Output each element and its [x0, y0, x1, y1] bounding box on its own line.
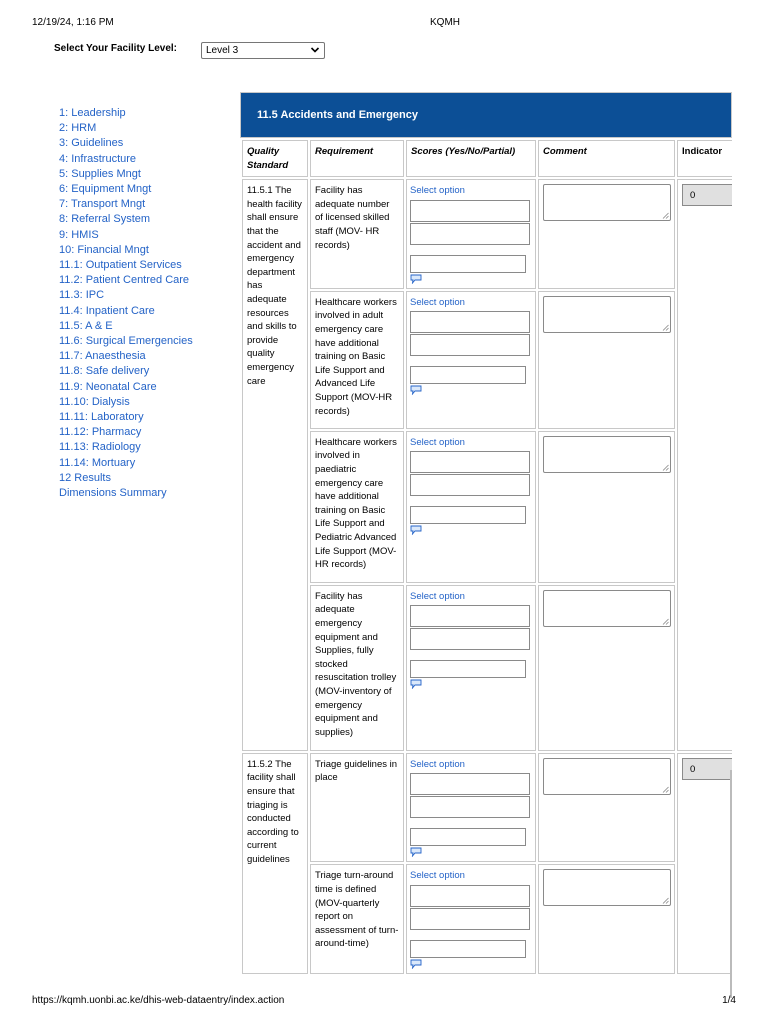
- column-header-scores: Scores (Yes/No/Partial): [406, 140, 536, 177]
- score-cell: [406, 753, 536, 863]
- print-url: https://kqmh.uonbi.ac.ke/dhis-web-dataentry/index.action: [32, 995, 285, 1006]
- score-field-yes[interactable]: [410, 311, 530, 333]
- comment-cell: [538, 753, 675, 863]
- score-cell: [406, 585, 536, 751]
- sidebar-item[interactable]: 11.1: Outpatient Services: [59, 259, 182, 272]
- assessment-table: [240, 138, 732, 976]
- column-header-quality: Quality Standard: [242, 140, 308, 177]
- score-select[interactable]: Select option: [410, 870, 465, 882]
- comment-textarea[interactable]: [543, 296, 671, 333]
- sidebar-item[interactable]: 12 Results: [59, 471, 111, 484]
- resize-grip-icon[interactable]: [662, 324, 669, 331]
- sidebar-item[interactable]: Dimensions Summary: [59, 487, 167, 500]
- score-select[interactable]: Select option: [410, 590, 465, 602]
- comment-textarea[interactable]: [543, 590, 671, 627]
- resize-grip-icon[interactable]: [662, 897, 669, 904]
- sidebar-item[interactable]: 11.13: Radiology: [59, 441, 141, 454]
- score-cell: [406, 179, 536, 289]
- sidebar-item[interactable]: 4: Infrastructure: [59, 152, 137, 165]
- indicator-cell: [677, 753, 732, 974]
- sidebar-item[interactable]: 11.12: Pharmacy: [59, 426, 142, 439]
- sidebar-item[interactable]: 11.11: Laboratory: [59, 411, 144, 424]
- score-field-yes[interactable]: [410, 451, 530, 473]
- requirement-cell: Triage guidelines in place: [310, 753, 404, 863]
- comment-bubble-icon[interactable]: [410, 679, 422, 689]
- section-title: 11.5 Accidents and Emergency: [240, 92, 732, 138]
- score-field-partial[interactable]: [410, 223, 530, 245]
- table-row: [242, 179, 732, 289]
- sidebar-item[interactable]: 11.5: A & E: [59, 319, 113, 332]
- score-input[interactable]: [410, 366, 526, 384]
- scrollbar[interactable]: [730, 770, 732, 998]
- comment-cell: [538, 179, 675, 289]
- score-field-yes[interactable]: [410, 200, 530, 222]
- sidebar-item[interactable]: 10: Financial Mngt: [59, 243, 149, 256]
- table-row: [242, 291, 732, 429]
- comment-cell: [538, 431, 675, 583]
- sidebar-item[interactable]: 11.4: Inpatient Care: [59, 304, 155, 317]
- score-input[interactable]: [410, 506, 526, 524]
- quality-standard-cell: 11.5.2 The facility shall ensure that triaging is conducted according to current guidelines: [242, 753, 308, 974]
- indicator-value: 0: [682, 184, 732, 206]
- score-cell: [406, 431, 536, 583]
- score-select[interactable]: Select option: [410, 758, 465, 770]
- table-row: [242, 864, 732, 974]
- score-select[interactable]: Select option: [410, 185, 465, 197]
- sidebar-item[interactable]: 9: HMIS: [59, 228, 99, 241]
- resize-grip-icon[interactable]: [662, 618, 669, 625]
- chevron-down-icon: [310, 45, 320, 55]
- comment-textarea[interactable]: [543, 184, 671, 221]
- score-input[interactable]: [410, 828, 526, 846]
- column-header-requirement: Requirement: [310, 140, 404, 177]
- score-field-partial[interactable]: [410, 628, 530, 650]
- requirement-cell: Healthcare workers involved in adult emergency care have additional training on Basic Life Support and Advanced Life Support (MOV-HR records): [310, 291, 404, 429]
- score-cell: [406, 291, 536, 429]
- comment-bubble-icon[interactable]: [410, 847, 422, 857]
- comment-textarea[interactable]: [543, 869, 671, 906]
- facility-level-label: Select Your Facility Level:: [54, 43, 178, 54]
- score-input[interactable]: [410, 660, 526, 678]
- print-footer: [32, 995, 736, 1009]
- sidebar-item[interactable]: 11.3: IPC: [59, 289, 105, 302]
- facility-level-value: Level 3: [206, 45, 239, 56]
- sidebar-item[interactable]: 11.14: Mortuary: [59, 456, 136, 469]
- requirement-cell: Healthcare workers involved in paediatric emergency care have additional training on Basic Life Support and Pediatric Advanced Life Support (MOV-HR records): [310, 431, 404, 583]
- resize-grip-icon[interactable]: [662, 786, 669, 793]
- sidebar-item[interactable]: 1: Leadership: [59, 107, 126, 119]
- score-field-yes[interactable]: [410, 885, 530, 907]
- score-field-yes[interactable]: [410, 605, 530, 627]
- comment-cell: [538, 291, 675, 429]
- column-header-indicator: Indicator: [677, 140, 732, 177]
- table-row: [242, 431, 732, 583]
- comment-bubble-icon[interactable]: [410, 385, 422, 395]
- comment-cell: [538, 864, 675, 974]
- sidebar-nav: [59, 106, 229, 501]
- print-page-number: 1/4: [722, 995, 736, 1006]
- sidebar-item[interactable]: 7: Transport Mngt: [59, 198, 146, 211]
- print-header: [32, 17, 736, 31]
- sidebar-item[interactable]: 5: Supplies Mngt: [59, 167, 141, 180]
- requirement-cell: Facility has adequate emergency equipment and Supplies, fully stocked resuscitation trolley (MOV-inventory of emergency equipment and supplies): [310, 585, 404, 751]
- sidebar-item[interactable]: 11.7: Anaesthesia: [59, 350, 146, 363]
- score-select[interactable]: Select option: [410, 296, 465, 308]
- sidebar-item[interactable]: 3: Guidelines: [59, 137, 124, 150]
- data-entry-form: [240, 138, 732, 998]
- print-title: KQMH: [430, 17, 460, 28]
- comment-textarea[interactable]: [543, 436, 671, 473]
- facility-level-select[interactable]: [201, 42, 325, 59]
- table-row: [242, 753, 732, 863]
- requirement-cell: Facility has adequate number of licensed skilled staff (MOV- HR records): [310, 179, 404, 289]
- resize-grip-icon[interactable]: [662, 464, 669, 471]
- requirement-cell: Triage turn-around time is defined (MOV-quarterly report on assessment of turn-around-time): [310, 864, 404, 974]
- comment-bubble-icon[interactable]: [410, 525, 422, 535]
- comment-cell: [538, 585, 675, 751]
- score-field-partial[interactable]: [410, 908, 530, 930]
- score-field-partial[interactable]: [410, 796, 530, 818]
- table-row: [242, 585, 732, 751]
- sidebar-item[interactable]: 8: Referral System: [59, 213, 151, 226]
- sidebar-item[interactable]: 6: Equipment Mngt: [59, 183, 152, 196]
- score-field-partial[interactable]: [410, 474, 530, 496]
- score-field-yes[interactable]: [410, 773, 530, 795]
- score-input[interactable]: [410, 255, 526, 273]
- sidebar-item[interactable]: 11.6: Surgical Emergencies: [59, 335, 193, 348]
- comment-bubble-icon[interactable]: [410, 959, 422, 969]
- sidebar-item[interactable]: 11.9: Neonatal Care: [59, 380, 157, 393]
- sidebar-item[interactable]: 11.8: Safe delivery: [59, 365, 150, 378]
- comment-textarea[interactable]: [543, 758, 671, 795]
- table-header-row: [242, 140, 732, 177]
- quality-standard-cell: 11.5.1 The health facility shall ensure that the accident and emergency department has adequate resources and skills to provide quality emergency care: [242, 179, 308, 751]
- score-cell: [406, 864, 536, 974]
- sidebar-item[interactable]: 11.2: Patient Centred Care: [59, 274, 190, 287]
- score-field-partial[interactable]: [410, 334, 530, 356]
- column-header-comment: Comment: [538, 140, 675, 177]
- score-select[interactable]: Select option: [410, 436, 465, 448]
- resize-grip-icon[interactable]: [662, 212, 669, 219]
- indicator-value: 0: [682, 758, 732, 780]
- print-date: 12/19/24, 1:16 PM: [32, 17, 114, 28]
- comment-bubble-icon[interactable]: [410, 274, 422, 284]
- score-input[interactable]: [410, 940, 526, 958]
- sidebar-item[interactable]: 11.10: Dialysis: [59, 395, 130, 408]
- sidebar-item[interactable]: 2: HRM: [59, 122, 97, 135]
- indicator-cell: [677, 179, 732, 751]
